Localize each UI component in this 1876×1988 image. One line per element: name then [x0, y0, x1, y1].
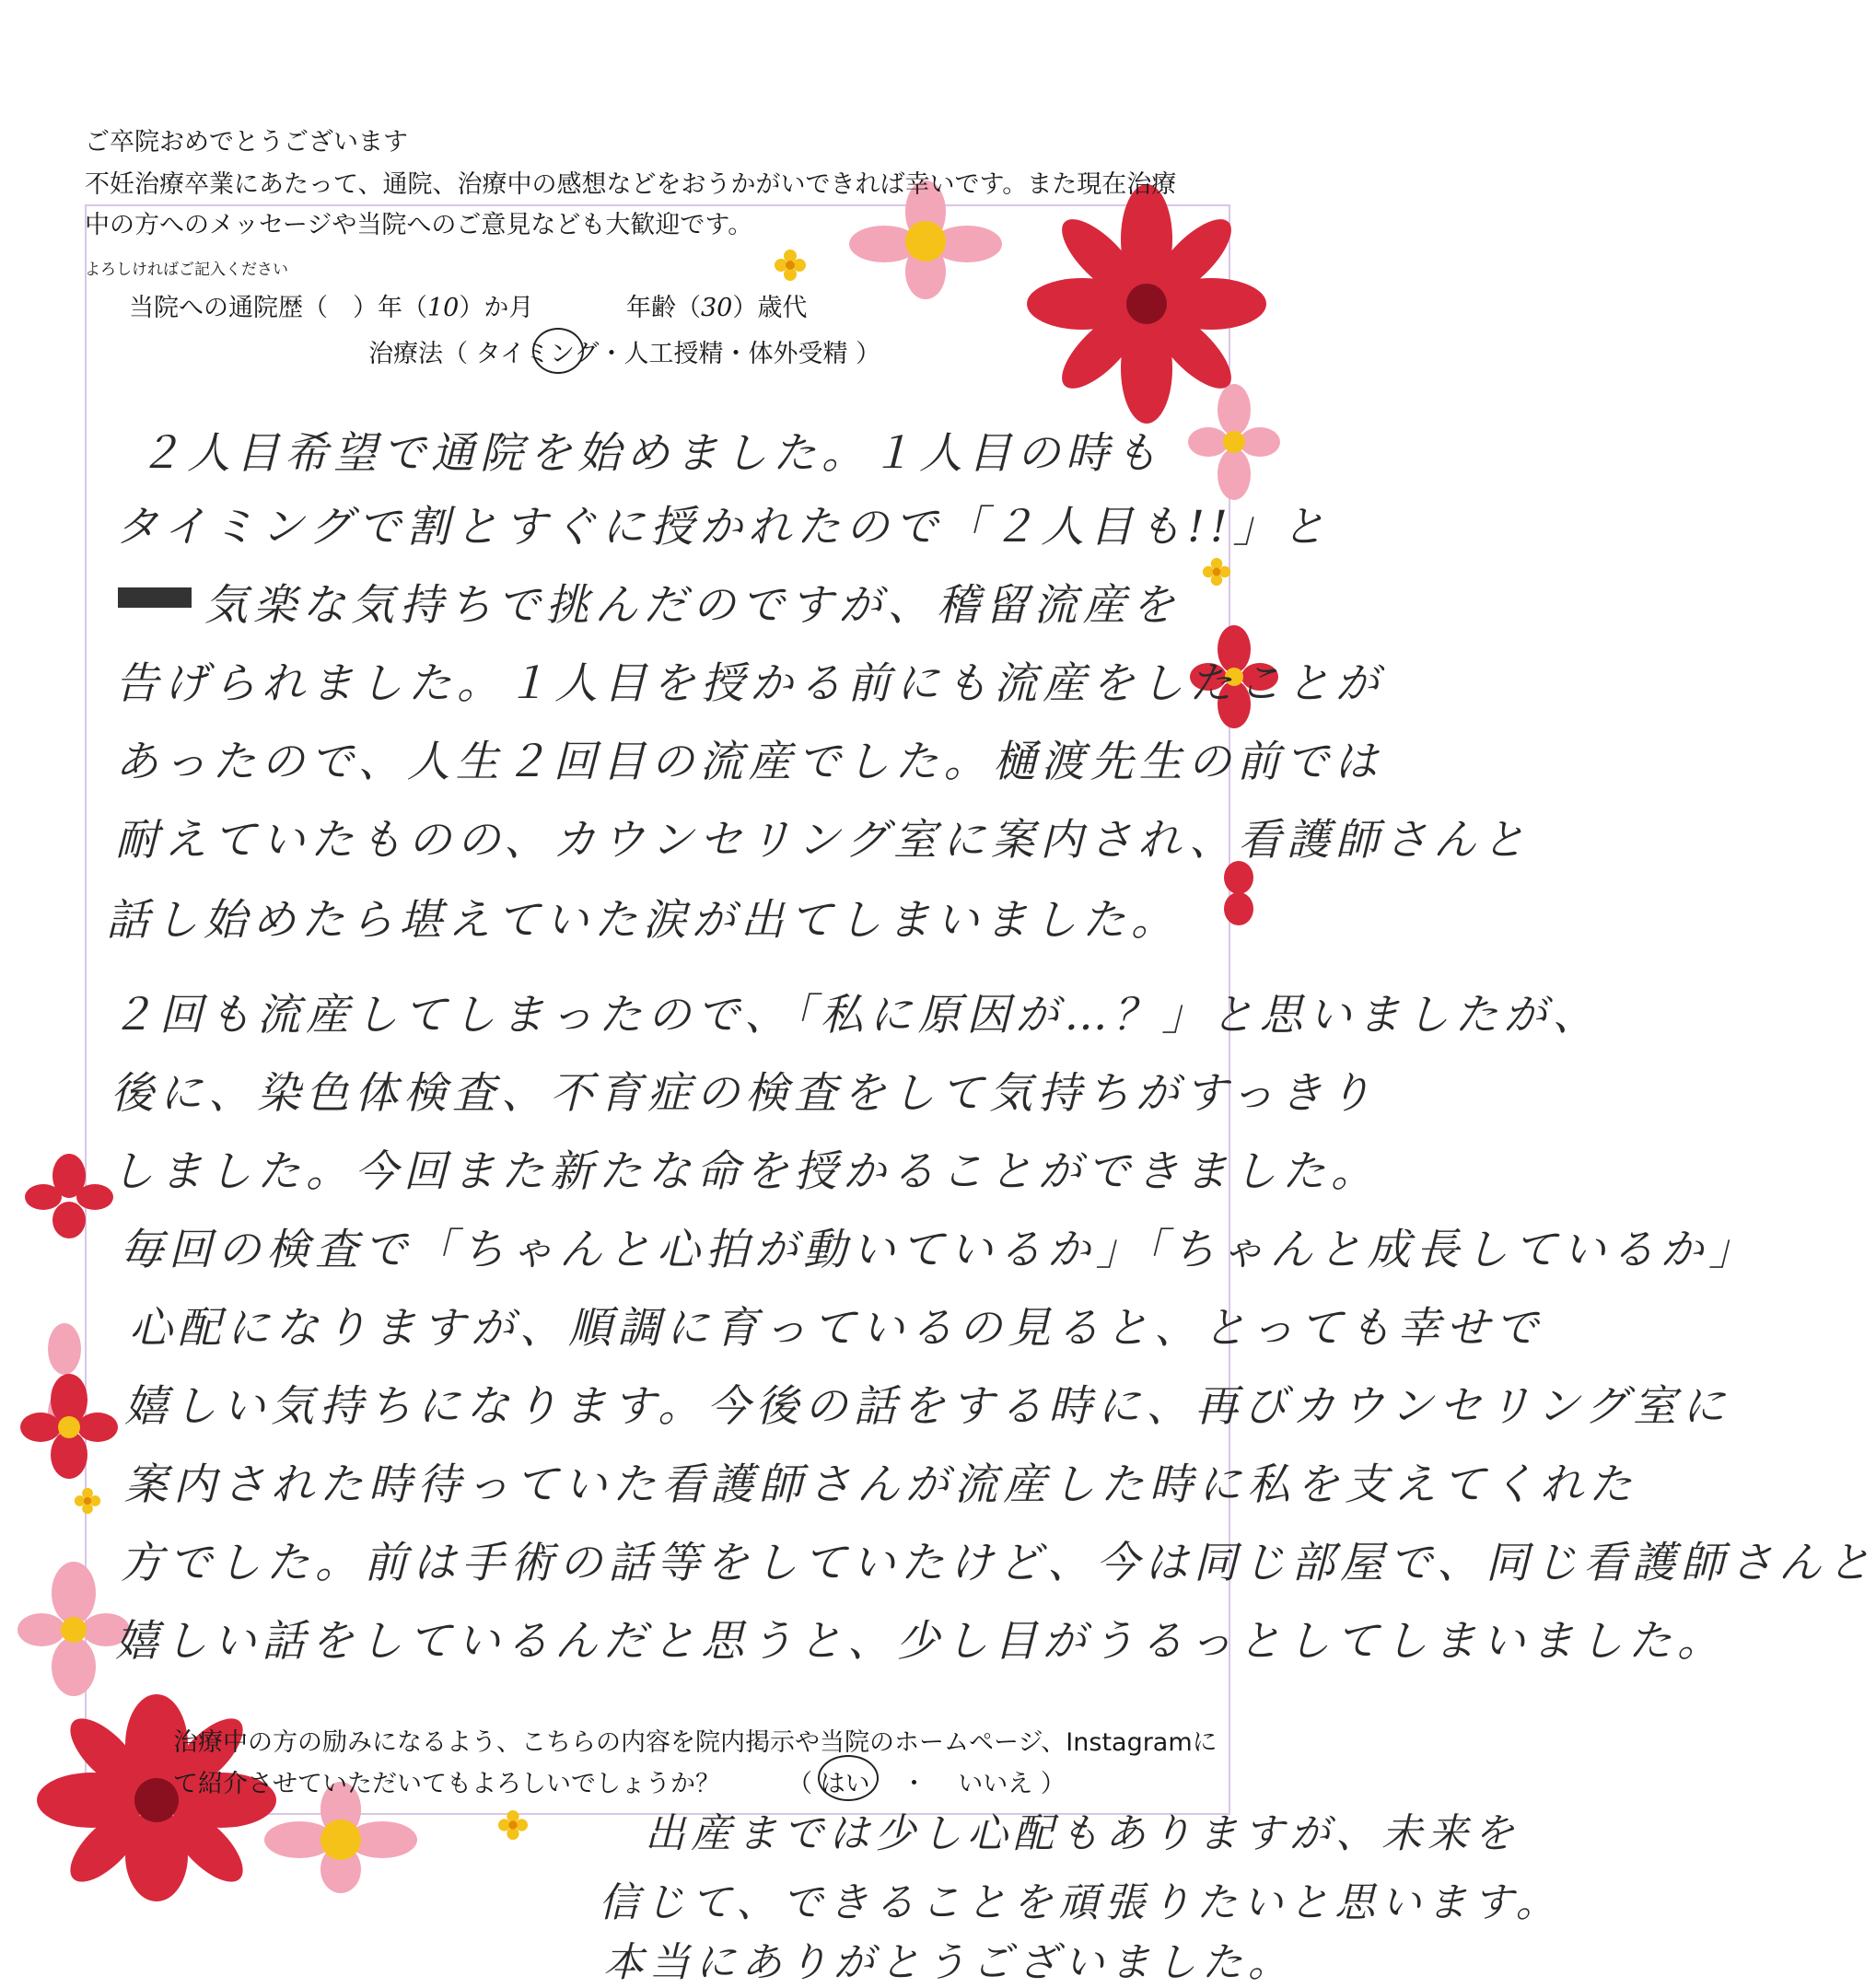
handwritten-line: 案内された時待っていた看護師さんが流産した時に私を支えてくれた [124, 1459, 1637, 1510]
intro-line-1: 不妊治療卒業にあたって、通院、治療中の感想などをおうかがいできれば幸いです。また現在治療 [85, 170, 1177, 199]
handwritten-line: 告げられました。１人目を授かる前にも流産をしたことが [115, 658, 1384, 709]
closing-line: 出産までは少し心配もありますが、未来を [645, 1810, 1520, 1857]
handwritten-line: 耐えていたものの、カウンセリング室に案内され、看護師さんと [115, 815, 1531, 866]
handwritten-line: しました。今回また新たな命を授かることができました。 [111, 1146, 1380, 1197]
handwritten-line: 気楽な気持ちで挑んだのですが、稽留流産を [204, 580, 1181, 631]
consent-dot: ・ [901, 1770, 926, 1798]
handwritten-line: 後に、染色体検査、不育症の検査をして気持ちがすっきり [111, 1068, 1378, 1119]
handwritten-line: 心配になりますが、順調に育っているの見ると、とっても幸せで [129, 1303, 1544, 1354]
handwritten-line: タイミングで割とすぐに授かれたので「２人目も!!」と [115, 502, 1331, 552]
treatment-close: ） [856, 340, 881, 368]
age-field [626, 287, 807, 323]
consent-no: いいえ [958, 1770, 1033, 1798]
small-flower [497, 1809, 529, 1841]
age-unit: ）歳代 [732, 294, 808, 322]
treatment-field: 治療法（ タイミング・人工授精・体外受精 ） [368, 340, 881, 368]
crossed-out-text [118, 587, 192, 608]
history-months: 10 [427, 294, 460, 322]
handwritten-line: 方でした。前は手術の話等をしていたけど、今は同じ部屋で、同じ看護師さんと [120, 1538, 1876, 1588]
small-flower [774, 249, 807, 282]
history-field [129, 287, 533, 323]
flower-left-pink-2 [28, 1565, 120, 1694]
handwritten-line: あったので、人生２回目の流産でした。樋渡先生の前では [115, 737, 1383, 787]
fill-in-note: よろしければご記入ください [85, 261, 288, 279]
age-value: 30 [701, 294, 733, 322]
history-unit: ）か月 [459, 294, 534, 322]
consent-close: ） [1040, 1770, 1066, 1798]
option-artificial: 人工授精 [623, 340, 724, 368]
closing-line: 本当にありがとうございました。 [603, 1939, 1294, 1986]
handwritten-line: 毎回の検査で「ちゃんと心拍が動いているか」「ちゃんと成長しているか」 [120, 1225, 1758, 1275]
handwritten-line: 嬉しい気持ちになります。今後の話をする時に、再びカウンセリング室に [124, 1381, 1731, 1432]
age-label: 年齢（ [626, 294, 701, 322]
option-ivf: 体外受精 [748, 340, 848, 368]
intro-line-2: 中の方へのメッセージや当院へのご意見なども大歓迎です。 [85, 211, 753, 239]
consent-yes: はい [820, 1770, 870, 1798]
flower-top-center [833, 184, 1018, 295]
handwritten-line: 話し始めたら堪えていた涙が出てしまいました。 [106, 895, 1180, 946]
selection-circle [532, 328, 584, 374]
small-flower [74, 1487, 101, 1515]
option-timing: タイミング [475, 340, 600, 368]
small-flower [1202, 557, 1231, 587]
closing-line: 信じて、できることを頑張りたいと思います。 [599, 1879, 1562, 1926]
flower-bottom-center [249, 1786, 433, 1888]
greeting-title: ご卒院おめでとうございます [85, 128, 408, 157]
flower-right-pink [1197, 387, 1271, 497]
consent-question-2: て紹介させていただいてもよろしいでしょうか？ [173, 1770, 720, 1798]
consent-open: （ [787, 1770, 812, 1798]
flower-right-red-2 [1206, 861, 1271, 925]
flower-left-red-2 [28, 1377, 111, 1478]
handwritten-line: ２回も流産してしまったので、「私に原因が…？」と思いましたが、 [111, 990, 1602, 1041]
consent-yes-circle [818, 1755, 879, 1801]
handwritten-line: ２人目希望で通院を始めました。１人目の時も [138, 428, 1163, 479]
consent-question-1: 治療中の方の励みになるよう、こちらの内容を院内掲示や当院のホームページ、Instagramに [173, 1728, 1218, 1757]
treatment-label: 治療法（ [368, 340, 468, 368]
flower-left-red [32, 1156, 106, 1238]
history-label: 当院への通院歴（ ）年（ [129, 294, 427, 322]
handwritten-line: 嬉しい話をしているんだと思うと、少し目がうるっとしてしまいました。 [115, 1616, 1726, 1667]
